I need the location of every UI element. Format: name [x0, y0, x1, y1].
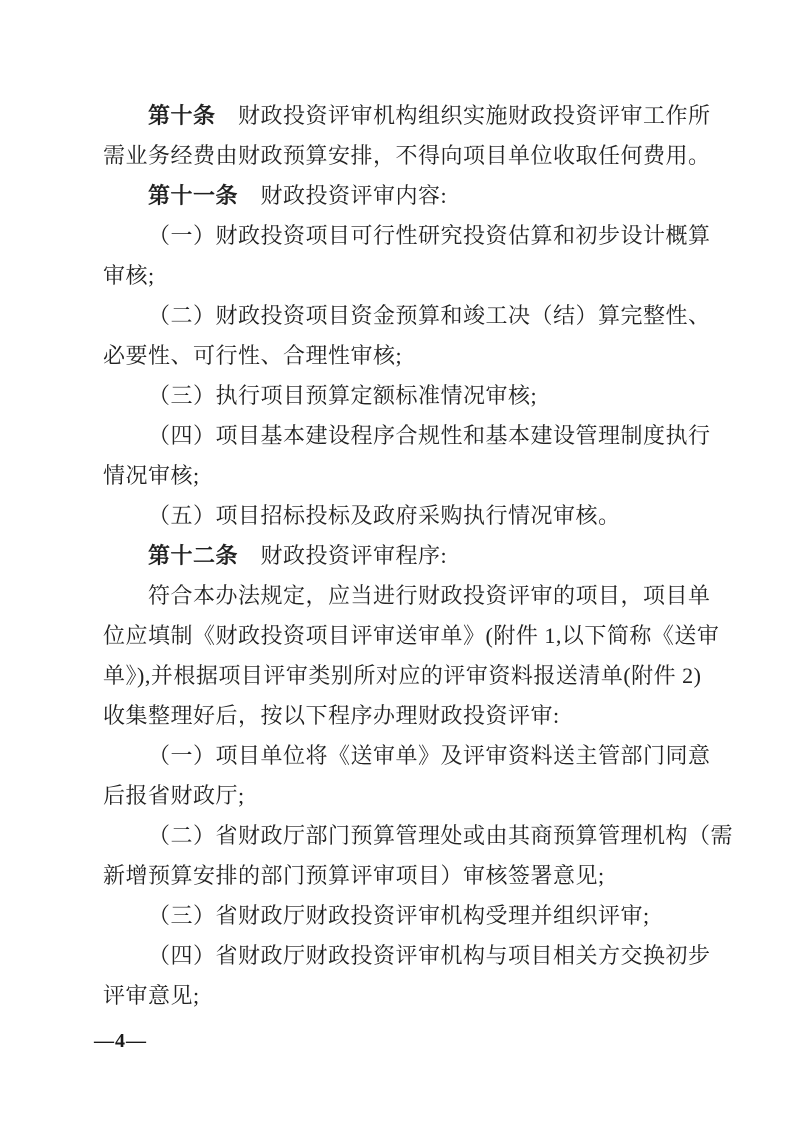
text-line: （一）项目单位将《送审单》及评审资料送主管部门同意	[148, 743, 711, 768]
text-line: 必要性、可行性、合理性审核;	[103, 343, 403, 368]
text-line: 第十二条 财政投资评审程序:	[148, 543, 448, 568]
text-line: 符合本办法规定，应当进行财政投资评审的项目，项目单	[148, 583, 711, 608]
text-line: （五）项目招标投标及政府采购执行情况审核。	[148, 503, 621, 528]
text-line: 收集整理好后，按以下程序办理财政投资评审:	[103, 703, 560, 728]
text-line: 单》),并根据项目评审类别所对应的评审资料报送清单(附件 2)	[103, 663, 702, 688]
page-number: —4—	[94, 1030, 147, 1052]
text-line: （二）财政投资项目资金预算和竣工决（结）算完整性、	[148, 303, 711, 328]
text-line: 审核;	[103, 263, 155, 288]
text-line: （三）省财政厅财政投资评审机构受理并组织评审;	[148, 903, 650, 928]
article-heading: 第十一条	[148, 183, 239, 208]
text-line: 情况审核;	[103, 463, 200, 488]
article-heading: 第十条	[148, 103, 216, 128]
text-line: （二）省财政厅部门预算管理处或由其商预算管理机构（需	[148, 823, 734, 848]
text-line: （三）执行项目预算定额标准情况审核;	[148, 383, 538, 408]
article-heading: 第十二条	[148, 543, 239, 568]
text-line: 评审意见;	[103, 983, 200, 1008]
text-line: 位应填制《财政投资项目评审送审单》(附件 1,以下简称《送审	[103, 623, 720, 648]
text-line: （四）省财政厅财政投资评审机构与项目相关方交换初步	[148, 943, 711, 968]
text-line: （一）财政投资项目可行性研究投资估算和初步设计概算	[148, 223, 711, 248]
text-line: 第十一条 财政投资评审内容:	[148, 183, 448, 208]
text-line: （四）项目基本建设程序合规性和基本建设管理制度执行	[148, 423, 711, 448]
text-line: 新增预算安排的部门预算评审项目）审核签署意见;	[103, 863, 605, 888]
document-body	[103, 96, 734, 1016]
text-line: 需业务经费由财政预算安排，不得向项目单位收取任何费用。	[103, 143, 711, 168]
text-line: 第十条 财政投资评审机构组织实施财政投资评审工作所	[148, 103, 711, 128]
text-line: 后报省财政厅;	[103, 783, 245, 808]
